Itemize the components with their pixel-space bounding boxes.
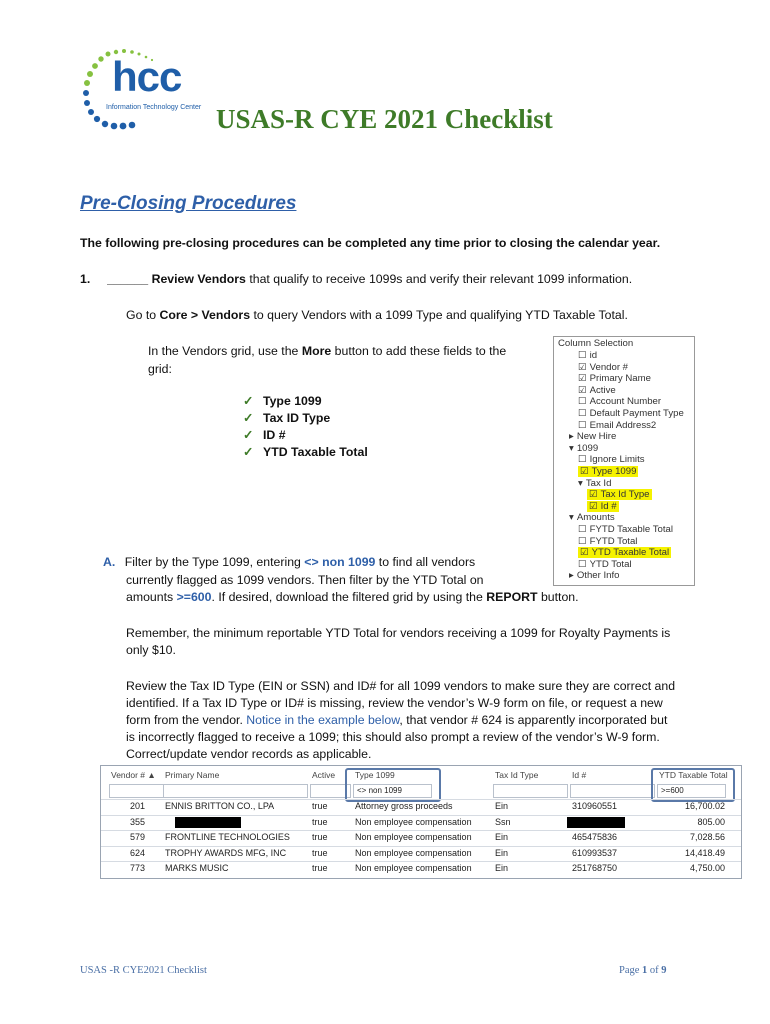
expand-arrow-icon[interactable]: ▾ [578, 477, 583, 489]
column-option-label: Vendor # [589, 361, 629, 373]
grid-more: More [301, 344, 332, 358]
step1-blank: ______ [107, 272, 149, 286]
column-option-label: Account Number [589, 396, 662, 408]
grid-header-ytd[interactable]: YTD Taxable Total [659, 770, 728, 780]
cell-vendor[interactable]: 201 [129, 801, 145, 811]
stepA-l1-post: to find all vendors [375, 555, 476, 569]
expand-arrow-icon[interactable]: ▸ [569, 570, 574, 582]
column-option[interactable] [569, 570, 620, 582]
checkbox-icon[interactable]: ☑ [578, 373, 587, 385]
cell-type1099[interactable]: Non employee compensation [355, 847, 472, 858]
checkmark-icon: ✓ [243, 428, 254, 442]
field-label: ID # [263, 428, 286, 442]
cell-active[interactable]: true [312, 832, 328, 842]
expand-arrow-icon[interactable]: ▾ [569, 512, 574, 524]
type1099-filter-callout [345, 768, 441, 802]
column-option[interactable] [569, 431, 616, 443]
review-line5: Correct/update vendor records as applicable. [126, 747, 372, 761]
column-option[interactable] [578, 454, 645, 466]
review-l3-pre: form from the vendor. [126, 713, 247, 727]
checkbox-icon[interactable]: ☑ [580, 466, 589, 477]
stepA-l3-mid: . If desired, download the filtered grid by using the [211, 590, 487, 604]
column-option[interactable] [578, 396, 661, 408]
column-option[interactable] [578, 466, 638, 478]
check-item [243, 445, 368, 462]
cell-taxidtype[interactable]: Ein [495, 847, 509, 858]
cell-name[interactable]: ENNIS BRITTON CO., LPA [165, 801, 275, 811]
cell-taxidtype[interactable]: Ein [495, 863, 509, 873]
checkbox-icon[interactable]: ☐ [578, 558, 587, 570]
logo-brand: hcc [112, 53, 182, 100]
expand-arrow-icon[interactable]: ▸ [569, 431, 574, 443]
checkbox-icon[interactable]: ☐ [578, 454, 587, 466]
cell-vendor[interactable]: 355 [129, 816, 145, 827]
vendor-grid[interactable] [100, 765, 742, 879]
grid-post: button to add these fields to the grid: [148, 344, 507, 376]
checkmark-icon: ✓ [243, 445, 254, 459]
checkmark-icon: ✓ [243, 394, 254, 408]
column-option[interactable] [578, 350, 597, 362]
column-option-label: Tax Id [585, 477, 612, 489]
cell-id[interactable]: 251768750 [572, 863, 618, 873]
review-line1: Review the Tax ID Type (EIN or SSN) and ID# for all 1099 vendors to make sure they are correct and [126, 679, 676, 693]
grid-header-taxidtype[interactable]: Tax Id Type [495, 770, 539, 780]
grid-instruction [148, 342, 533, 378]
column-option[interactable] [578, 478, 611, 490]
review-l3-post: , that vendor # 624 is apparently incorporated but [399, 713, 668, 727]
column-option[interactable] [578, 385, 616, 397]
column-option[interactable] [569, 512, 615, 524]
cell-type1099[interactable]: Attorney gross proceeds [355, 801, 453, 811]
stepA-l1-pre: Filter by the Type 1099, entering [121, 555, 305, 569]
redaction-bar [175, 817, 241, 828]
cell-ytd[interactable]: 7,028.56 [689, 832, 725, 842]
cell-active[interactable]: true [312, 863, 328, 873]
of-word: of [647, 965, 662, 976]
field-label: Tax ID Type [263, 411, 331, 425]
filter-type1099-field[interactable]: <> non 1099 [353, 784, 432, 798]
filter-taxidtype-field[interactable] [493, 784, 568, 798]
row-divider [101, 861, 741, 862]
cell-active[interactable]: true [312, 847, 328, 858]
cell-active[interactable]: true [312, 801, 328, 811]
checkbox-icon[interactable]: ☐ [578, 408, 587, 419]
cell-active[interactable]: true [312, 816, 328, 827]
column-option[interactable] [578, 524, 673, 536]
cell-vendor[interactable]: 624 [129, 847, 145, 858]
column-selection-title: Column Selection [558, 338, 634, 349]
goto-path: Core > Vendors [159, 308, 251, 322]
report-label: REPORT [486, 590, 538, 604]
cell-type1099[interactable]: Non employee compensation [355, 863, 472, 873]
stepA-line2: currently flagged as 1099 vendors. Then filter by the YTD Total on [126, 573, 484, 587]
column-option-label: Active [589, 384, 616, 396]
grid-header-active[interactable]: Active [312, 770, 336, 780]
grid-header-id[interactable]: Id # [572, 770, 587, 780]
column-option[interactable] [578, 536, 637, 548]
column-option-label: FYTD Taxable Total [589, 524, 673, 535]
cell-id[interactable]: 465475836 [572, 832, 618, 842]
section-heading: Pre-Closing Procedures [80, 193, 297, 214]
footer-title: USAS -R CYE2021 Checklist [80, 965, 207, 976]
column-option[interactable] [578, 559, 632, 571]
row-divider [101, 830, 741, 831]
stepA-l3-post: button. [537, 590, 579, 604]
checkbox-icon[interactable]: ☐ [578, 350, 587, 361]
cell-ytd[interactable]: 4,750.00 [689, 863, 725, 873]
column-option-label: id [589, 350, 598, 361]
goto-line [126, 306, 628, 324]
grid-pre: In the Vendors grid, use the [148, 344, 302, 358]
grid-header-name[interactable]: Primary Name [165, 770, 220, 780]
redaction-bar [567, 817, 625, 828]
column-option-label: Default Payment Type [589, 408, 684, 419]
row-divider [101, 846, 741, 847]
checkbox-icon[interactable]: ☑ [580, 547, 589, 559]
stepA-letter: A. [103, 555, 116, 569]
stepA-line3 [126, 588, 579, 606]
remember-line1: Remember, the minimum reportable YTD Total for vendors receiving a 1099 for Royalty Payments is [126, 626, 671, 640]
cell-taxidtype[interactable]: Ein [495, 801, 509, 811]
column-option[interactable] [587, 489, 652, 501]
column-option[interactable] [578, 408, 684, 420]
column-option-label: YTD Taxable Total [591, 547, 670, 559]
cell-ytd[interactable]: 805.00 [697, 816, 725, 827]
column-option-label: New Hire [576, 431, 617, 443]
checkbox-icon[interactable]: ☑ [578, 361, 587, 373]
column-option-label: YTD Total [589, 558, 632, 570]
cell-ytd[interactable]: 16,700.02 [684, 801, 725, 811]
column-option-label: Id # [600, 500, 617, 512]
row-divider [101, 799, 741, 800]
column-option-label: Other Info [576, 570, 620, 582]
grid-header-vendor[interactable]: Vendor # ▲ [111, 770, 156, 780]
check-item [243, 411, 368, 428]
ytd-filter-callout [651, 768, 735, 802]
cell-id[interactable]: 310960551 [572, 801, 618, 811]
step1-line [80, 270, 632, 288]
checkbox-icon[interactable]: ☑ [578, 384, 587, 396]
checkbox-icon[interactable]: ☑ [589, 500, 598, 512]
example-reference: Notice in the example below [246, 713, 400, 727]
cell-taxidtype[interactable]: Ssn [495, 816, 511, 827]
cell-name[interactable]: FRONTLINE TECHNOLOGIES [165, 832, 290, 842]
page-word: Page [619, 965, 643, 976]
cell-name[interactable]: MARKS MUSIC [165, 863, 229, 873]
stepA-line1 [103, 553, 475, 571]
grid-header-type1099[interactable]: Type 1099 [355, 770, 395, 780]
column-option-label: Amounts [576, 512, 615, 524]
checkbox-icon[interactable]: ☐ [578, 535, 587, 547]
filter-ytd-field[interactable]: >=600 [657, 784, 726, 798]
column-option[interactable] [569, 443, 598, 455]
column-option-label: 1099 [576, 442, 599, 454]
review-line4: is incorrectly flagged to receive a 1099; this should also prompt a review of the vendor’s W-9 form. [126, 730, 660, 744]
hcc-logo [80, 46, 205, 136]
cell-vendor[interactable]: 773 [129, 863, 145, 873]
goto-pre: Go to [126, 308, 160, 322]
step1-number: 1. [80, 272, 91, 286]
column-option-label: Type 1099 [591, 466, 637, 477]
step1-rest: that qualify to receive 1099s and verify their relevant 1099 information. [245, 272, 633, 286]
expand-arrow-icon[interactable]: ▾ [569, 442, 574, 454]
checkbox-icon[interactable]: ☑ [589, 489, 598, 501]
cell-ytd[interactable]: 14,418.49 [684, 847, 725, 858]
column-option[interactable] [578, 420, 656, 432]
check-item [243, 428, 368, 445]
filter-vendor-field[interactable] [109, 784, 164, 798]
checkbox-icon[interactable]: ☐ [578, 396, 587, 408]
page-number [619, 965, 667, 976]
row-divider [101, 815, 741, 816]
column-option[interactable] [578, 547, 671, 559]
filter-code-ytd: >=600 [176, 590, 212, 604]
page-total: 9 [661, 965, 667, 976]
filter-id-field[interactable] [570, 784, 655, 798]
goto-post: to query Vendors with a 1099 Type and qualifying YTD Taxable Total. [250, 308, 628, 322]
field-label: Type 1099 [263, 394, 322, 408]
check-item [243, 394, 368, 411]
column-selection-panel[interactable] [553, 336, 695, 586]
column-option-label: Ignore Limits [589, 454, 645, 466]
logo-tagline: Information Technology Center [106, 104, 202, 111]
column-option[interactable] [578, 362, 628, 374]
checkbox-icon[interactable]: ☐ [578, 524, 587, 535]
column-option-label: Email Address2 [589, 419, 657, 431]
column-option-label: Primary Name [589, 373, 651, 385]
filter-code-type1099: <> non 1099 [304, 555, 376, 569]
checkmark-icon: ✓ [243, 411, 254, 425]
checkbox-icon[interactable]: ☐ [578, 419, 587, 431]
step1-lead: Review Vendors [151, 272, 246, 286]
cell-id[interactable]: 610993537 [572, 847, 618, 858]
field-label: YTD Taxable Total [263, 445, 368, 459]
filter-name-field[interactable] [163, 784, 308, 798]
stepA-l3-pre: amounts [126, 590, 177, 604]
field-checklist [243, 394, 368, 462]
cell-name[interactable]: TROPHY AWARDS MFG, INC [165, 847, 287, 858]
cell-vendor[interactable]: 579 [129, 832, 145, 842]
cell-type1099[interactable]: Non employee compensation [355, 816, 472, 827]
page-title: USAS-R CYE 2021 Checklist [216, 104, 553, 134]
review-line2: identified. If a Tax ID Type or ID# is missing, review the vendor’s W-9 form on file, or request a new [126, 696, 663, 710]
cell-taxidtype[interactable]: Ein [495, 832, 509, 842]
intro-text: The following pre-closing procedures can be completed any time prior to closing the calendar year. [80, 236, 661, 250]
cell-type1099[interactable]: Non employee compensation [355, 832, 472, 842]
review-line3 [126, 711, 667, 729]
column-option[interactable] [587, 501, 619, 513]
column-option-label: Tax Id Type [600, 489, 650, 501]
column-option-label: FYTD Total [589, 535, 638, 547]
column-option[interactable] [578, 373, 651, 385]
remember-line2: only $10. [126, 643, 176, 657]
page-current: 1 [642, 965, 648, 976]
